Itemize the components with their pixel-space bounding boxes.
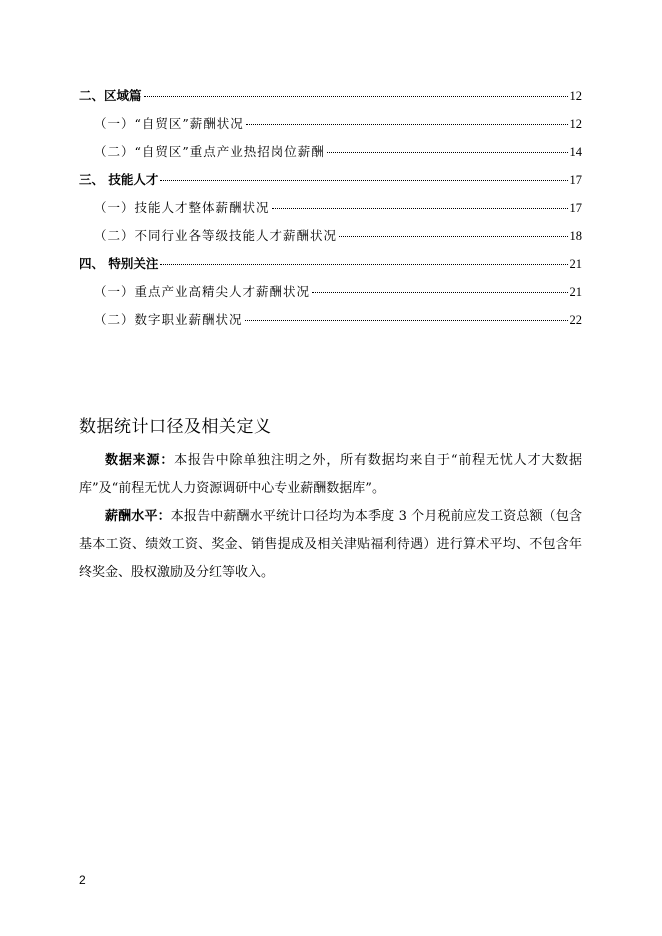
salary-level-paragraph (79, 503, 582, 587)
toc-leader-dots (272, 207, 568, 209)
toc-entry[interactable] (79, 226, 582, 254)
toc-entry-title: （一）“自贸区”薪酬状况 (94, 116, 244, 131)
toc-leader-dots (246, 123, 568, 125)
toc-entry-page: 12 (569, 117, 582, 131)
toc-leader-dots (245, 319, 568, 321)
toc-leader-dots (339, 235, 567, 237)
page-number: 2 (79, 873, 86, 887)
toc-entry-title: 四、 特别关注 (79, 256, 159, 271)
toc-entry-title: 二、区域篇 (79, 88, 142, 103)
toc-entry-page: 21 (569, 285, 582, 299)
toc-entry[interactable] (79, 198, 582, 226)
toc-entry-title: （二）数字职业薪酬状况 (94, 312, 243, 327)
toc-leader-dots (160, 179, 567, 181)
data-source-label: 数据来源： (105, 453, 175, 468)
toc-entry[interactable] (79, 170, 582, 198)
data-source-text: 本报告中除单独注明之外，所有数据均来自于“前程无忧人才大数据库”及“前程无忧人力资源调研中心专业薪酬数据库”。 (79, 453, 582, 496)
toc-entry[interactable] (79, 114, 582, 142)
table-of-contents (79, 86, 582, 338)
toc-entry[interactable] (79, 142, 582, 170)
toc-entry-title: （一）重点产业高精尖人才薪酬状况 (94, 284, 311, 299)
toc-entry[interactable] (79, 310, 582, 338)
salary-level-label: 薪酬水平： (105, 509, 171, 524)
toc-leader-dots (160, 263, 567, 265)
toc-entry-page: 22 (569, 313, 582, 327)
toc-leader-dots (312, 291, 567, 293)
toc-entry-page: 18 (569, 229, 582, 243)
toc-leader-dots (144, 95, 568, 97)
toc-entry-page: 14 (569, 145, 582, 159)
toc-entry[interactable] (79, 282, 582, 310)
toc-leader-dots (327, 151, 568, 153)
salary-level-text: 本报告中薪酬水平统计口径均为本季度 3 个月税前应发工资总额（包含基本工资、绩效工资、奖金、销售提成及相关津贴福利待遇）进行算术平均、不包含年终奖金、股权激励及分红等收入。 (79, 509, 582, 580)
toc-entry-page: 17 (569, 201, 582, 215)
toc-entry-page: 12 (569, 89, 582, 103)
toc-entry-title: （二）不同行业各等级技能人才薪酬状况 (94, 228, 338, 243)
data-source-paragraph (79, 447, 582, 503)
toc-entry-page: 21 (569, 257, 582, 271)
toc-entry[interactable] (79, 86, 582, 114)
section-title: 数据统计口径及相关定义 (79, 417, 272, 437)
toc-entry-title: （一）技能人才整体薪酬状况 (94, 200, 270, 215)
toc-entry-page: 17 (569, 173, 582, 187)
toc-entry-title: 三、 技能人才 (79, 172, 159, 187)
toc-entry-title: （二）“自贸区”重点产业热招岗位薪酬 (94, 144, 325, 159)
toc-entry[interactable] (79, 254, 582, 282)
